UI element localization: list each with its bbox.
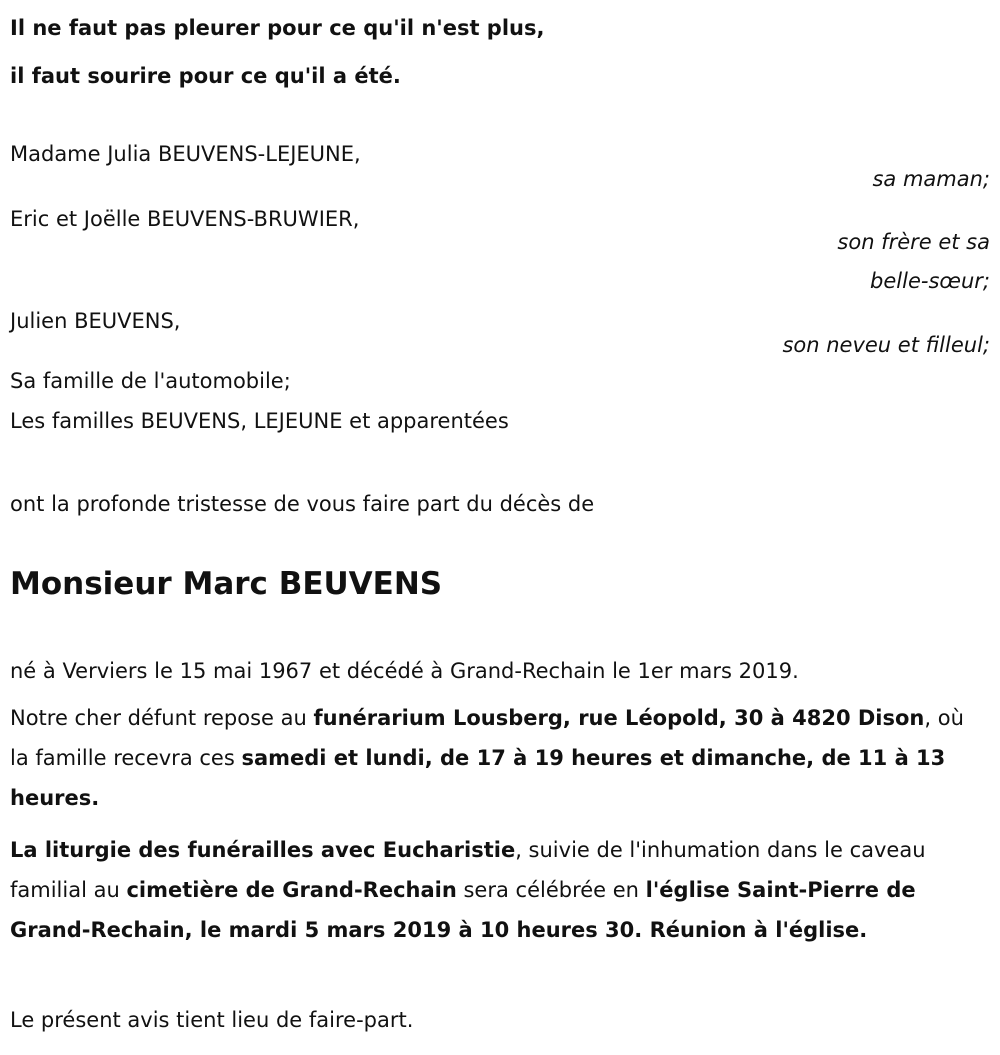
relation-nephew: son neveu et filleul; xyxy=(782,333,990,357)
visitation-text: Notre cher défunt repose au xyxy=(10,706,314,730)
relation-brother-2: belle-sœur; xyxy=(870,269,990,293)
relation-mother: sa maman; xyxy=(872,167,990,191)
others-line-1: Sa famille de l'automobile; xyxy=(10,369,291,393)
announcement: ont la profonde tristesse de vous faire part du décès de xyxy=(10,492,595,516)
family-name-nephew: Julien BEUVENS, xyxy=(10,309,181,333)
funeral-cemetery: cimetière de Grand-Rechain xyxy=(126,878,457,902)
deceased-name: Monsieur Marc BEUVENS xyxy=(10,566,443,602)
funeral-text: sera célébrée en xyxy=(456,878,646,902)
funeral-church-date: l'église Saint-Pierre de Grand-Rechain, le mardi 5 mars 2019 à 10 heures 30. Réunion à l'église. xyxy=(10,878,916,942)
visitation-paragraph xyxy=(10,698,985,818)
visitation-hours: samedi et lundi, de 17 à 19 heures et dimanche, de 11 à 13 heures. xyxy=(10,746,946,810)
visitation-place: funérarium Lousberg, rue Léopold, 30 à 4820 Dison xyxy=(313,706,925,730)
funeral-paragraph xyxy=(10,830,985,950)
relation-brother-1: son frère et sa xyxy=(837,230,990,254)
closing-note: Le présent avis tient lieu de faire-part. xyxy=(10,1008,414,1032)
funeral-liturgy: La liturgie des funérailles avec Eucharistie xyxy=(10,838,516,862)
family-name-mother: Madame Julia BEUVENS-LEJEUNE, xyxy=(10,142,361,166)
quote-line-1: Il ne faut pas pleurer pour ce qu'il n'est plus, xyxy=(10,16,545,40)
others-line-2: Les familles BEUVENS, LEJEUNE et apparentées xyxy=(10,409,509,433)
birth-death: né à Verviers le 15 mai 1967 et décédé à Grand-Rechain le 1er mars 2019. xyxy=(10,659,799,683)
family-name-brother: Eric et Joëlle BEUVENS-BRUWIER, xyxy=(10,207,360,231)
funeral-text: , suivie de l'inhumation dans le caveau familial au xyxy=(10,838,926,902)
quote-line-2: il faut sourire pour ce qu'il a été. xyxy=(10,64,401,88)
visitation-text: , où la famille recevra ces xyxy=(10,706,964,770)
